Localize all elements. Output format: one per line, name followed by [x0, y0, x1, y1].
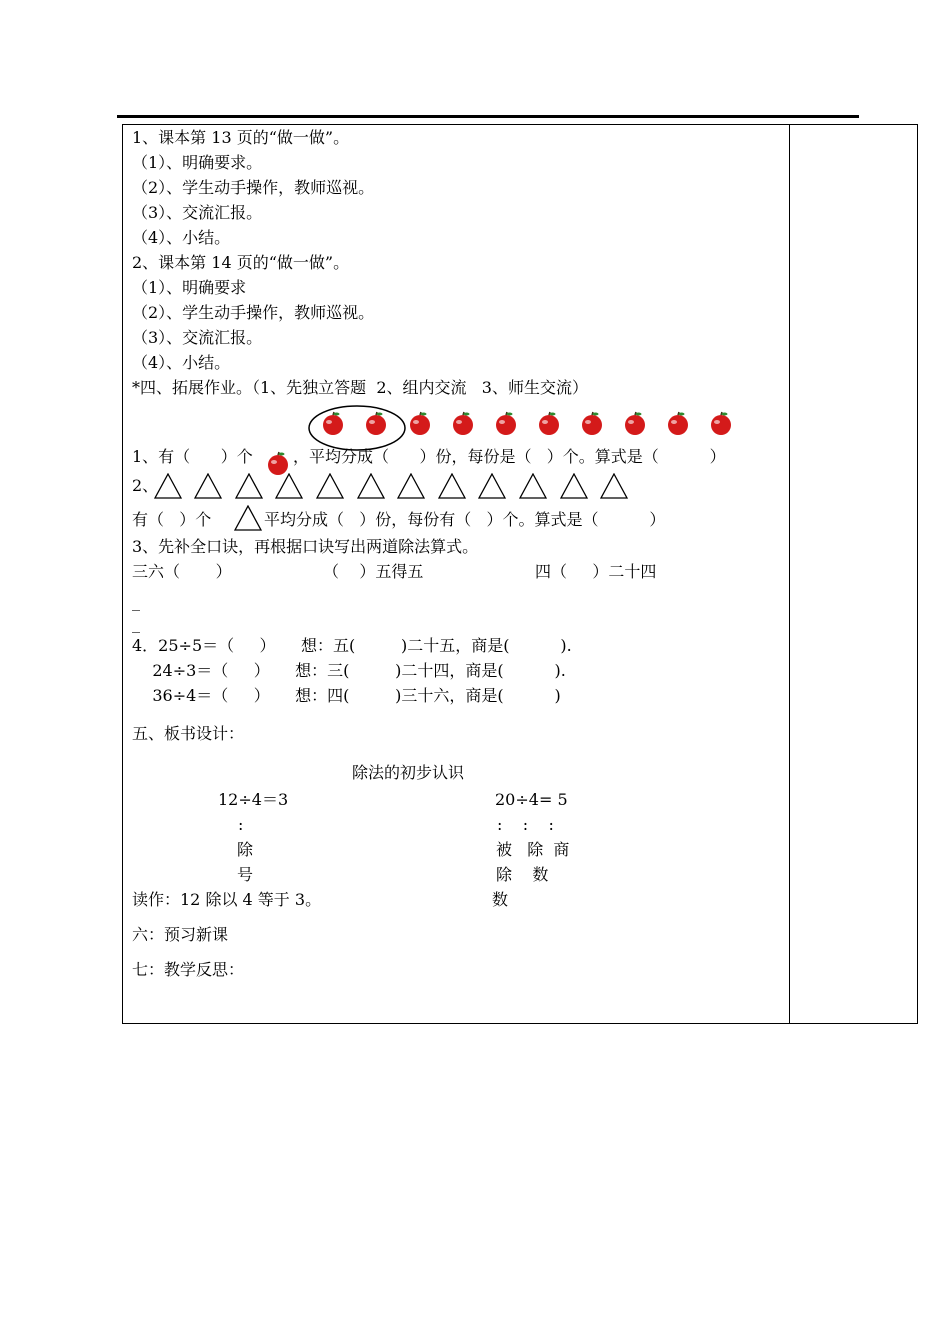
text-line: （2）、学生动手操作，教师巡视。	[132, 303, 375, 322]
q3-koujue-1: 三六（ ）	[132, 562, 232, 581]
q1-text-b: ，平均分成（ ）份，每份是（ ）个。算式是（ ）	[293, 447, 726, 466]
triangle-icon	[234, 505, 262, 531]
board-equation-1: 12÷4＝3	[218, 790, 289, 809]
triangle-icon	[397, 473, 425, 499]
triangle-icon	[194, 473, 222, 499]
text-line: 1、课本第 13 页的“做一做”。	[132, 128, 350, 147]
answer-blank: _	[132, 592, 140, 611]
board-label: 被 除 商	[496, 840, 570, 859]
board-colons: : : :	[497, 815, 554, 834]
q2-text-a: 有（ ）个	[132, 510, 212, 529]
board-reading: 读作：12 除以 4 等于 3。	[132, 890, 322, 909]
apple-icon	[493, 410, 519, 436]
q1-text-a: 1、有（ ）个	[132, 447, 253, 466]
triangle-icon	[154, 473, 182, 499]
triangle-icon	[560, 473, 588, 499]
text-line: （4）、小结。	[132, 228, 231, 247]
board-equation-2: 20÷4= 5	[495, 790, 568, 809]
answer-blank: _	[132, 614, 140, 633]
q2-text-b: 平均分成（ ）份，每份有（ ）个。算式是（ ）	[264, 510, 666, 529]
header-rule	[117, 115, 859, 118]
triangle-icon	[316, 473, 344, 499]
q4-row: 36÷4＝（ ） 想：四( )三十六，商是( )	[132, 686, 561, 705]
apple-icon	[363, 410, 389, 436]
section-title: 六：预习新课	[132, 925, 229, 944]
column-divider	[789, 124, 790, 1024]
apple-icon	[622, 410, 648, 436]
apple-icon	[665, 410, 691, 436]
text-line: （1）、明确要求	[132, 278, 247, 297]
text-line: （3）、交流汇报。	[132, 203, 263, 222]
triangle-icon	[438, 473, 466, 499]
triangle-icon	[275, 473, 303, 499]
triangle-icon	[600, 473, 628, 499]
text-line: （4）、小结。	[132, 353, 231, 372]
q4-row: 24÷3＝（ ） 想：三( )二十四，商是( ).	[132, 661, 566, 680]
q3-title: 3、先补全口诀，再根据口诀写出两道除法算式。	[132, 537, 479, 556]
triangle-icon	[235, 473, 263, 499]
q2-prefix: 2、	[132, 476, 159, 495]
apple-icon	[450, 410, 476, 436]
apple-icon	[708, 410, 734, 436]
text-line: （1）、明确要求。	[132, 153, 263, 172]
board-label: 除	[237, 840, 254, 859]
apple-icon	[536, 410, 562, 436]
triangle-icon	[478, 473, 506, 499]
text-line: 2、课本第 14 页的“做一做”。	[132, 253, 350, 272]
text-line: （3）、交流汇报。	[132, 328, 263, 347]
board-label: 数	[492, 890, 509, 909]
section-title: *四、拓展作业。（1、先独立答题 2、组内交流 3、师生交流）	[132, 378, 588, 397]
q3-koujue-2: （ ）五得五	[323, 562, 424, 581]
apple-icon	[407, 410, 433, 436]
section-title: 五、板书设计：	[132, 724, 245, 743]
board-label: 号	[237, 865, 254, 884]
board-colon: :	[238, 815, 244, 834]
board-label: 除 数	[496, 865, 549, 884]
section-title: 七：教学反思：	[132, 960, 245, 979]
q3-koujue-3: 四（ ）二十四	[535, 562, 657, 581]
triangle-icon	[519, 473, 547, 499]
board-title: 除法的初步认识	[352, 763, 465, 782]
triangle-icon	[357, 473, 385, 499]
apple-icon	[320, 410, 346, 436]
apple-icon	[579, 410, 605, 436]
text-line: （2）、学生动手操作，教师巡视。	[132, 178, 375, 197]
q4-row: 4．25÷5＝（ ） 想：五( )二十五，商是( ).	[132, 636, 572, 655]
